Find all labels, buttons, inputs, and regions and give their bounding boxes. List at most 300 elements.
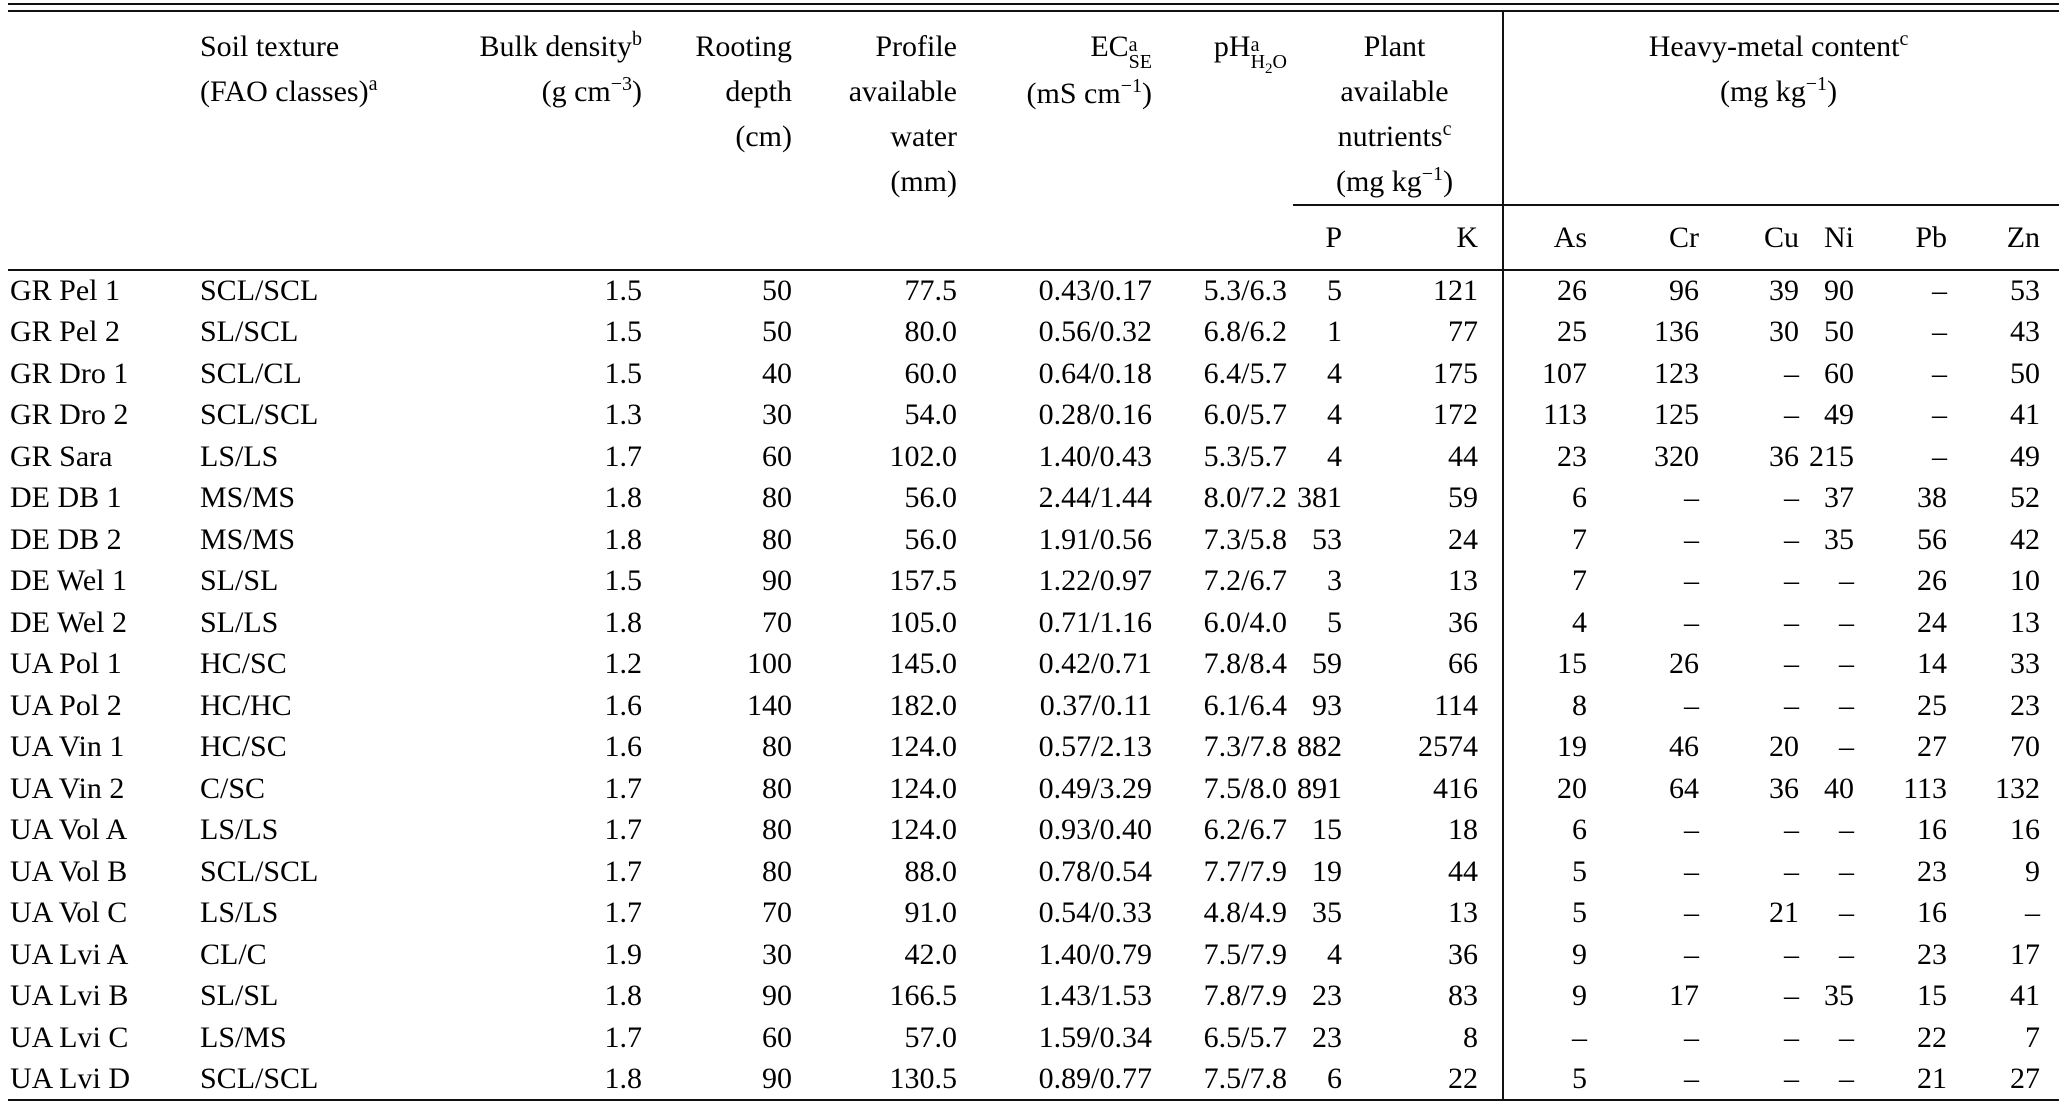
cell-zn: 33 — [2010, 647, 2041, 681]
cell-cu: – — [1784, 854, 1800, 888]
cell-as: 7 — [1572, 522, 1588, 556]
cell-as: 6 — [1572, 813, 1588, 847]
cell-cu: 36 — [1769, 439, 1800, 473]
cell-ph: 7.8/7.9 — [1203, 979, 1287, 1013]
subheader-pb: Pb — [1860, 205, 1953, 270]
cell-as: 107 — [1542, 356, 1588, 390]
cell-zn: 70 — [2010, 730, 2041, 764]
cell-ph: 6.0/4.0 — [1203, 605, 1287, 639]
cell-bulk: 1.6 — [604, 688, 642, 722]
cell-depth: 70 — [762, 605, 792, 639]
cell-depth: 80 — [762, 771, 792, 805]
cell-depth: 60 — [762, 1020, 792, 1054]
header-soil-texture: Soil texture (FAO classes)$^a$ — [198, 12, 443, 270]
cell-water: 145.0 — [889, 647, 957, 681]
cell-water: 54.0 — [904, 398, 957, 432]
cell-bulk: 1.8 — [604, 979, 642, 1013]
cell-cu: – — [1784, 605, 1800, 639]
cell-ph: 7.2/6.7 — [1203, 564, 1287, 598]
cell-water: 166.5 — [889, 979, 957, 1013]
cell-water: 57.0 — [904, 1020, 957, 1054]
cell-as: 23 — [1557, 439, 1588, 473]
cell-as: 113 — [1543, 398, 1588, 432]
cell-ec: 0.43/0.17 — [1038, 274, 1152, 308]
cell-cu: – — [1784, 813, 1800, 847]
cell-texture: HC/SC — [200, 730, 287, 764]
cell-zn: 23 — [2010, 688, 2041, 722]
cell-pb: – — [1932, 439, 1948, 473]
cell-ec: 1.91/0.56 — [1038, 522, 1152, 556]
cell-texture: LS/MS — [200, 1020, 287, 1054]
cell-depth: 40 — [762, 356, 792, 390]
cell-ni: 215 — [1809, 439, 1855, 473]
cell-cu: – — [1784, 647, 1800, 681]
cell-ni: 35 — [1824, 522, 1855, 556]
cell-depth: 70 — [762, 896, 792, 930]
soil-properties-table — [8, 12, 2059, 1101]
cell-pb: 27 — [1917, 730, 1948, 764]
cell-cu: 30 — [1769, 315, 1800, 349]
cell-ph: 6.1/6.4 — [1203, 688, 1287, 722]
cell-ec: 0.54/0.33 — [1038, 896, 1152, 930]
cell-ec: 0.37/0.11 — [1039, 688, 1152, 722]
cell-as: 25 — [1557, 315, 1588, 349]
cell-texture: LS/LS — [200, 813, 279, 847]
cell-p: 4 — [1327, 356, 1342, 390]
cell-bulk: 1.8 — [443, 1059, 648, 1101]
cell-p: 15 — [1312, 813, 1342, 847]
cell-k: 175 — [1348, 353, 1503, 395]
cell-p: 19 — [1312, 854, 1342, 888]
cell-texture: HC/SC — [200, 647, 287, 681]
cell-p: 23 — [1312, 1020, 1342, 1054]
cell-bulk: 1.9 — [604, 937, 642, 971]
cell-ec: 2.44/1.44 — [1038, 481, 1152, 515]
cell-cr: 123 — [1654, 356, 1700, 390]
cell-texture: HC/HC — [200, 688, 292, 722]
cell-ph: 6.2/6.7 — [1203, 813, 1287, 847]
cell-depth: 100 — [747, 647, 792, 681]
cell-bulk: 1.8 — [604, 481, 642, 515]
cell-cr: – — [1684, 813, 1700, 847]
cell-ni: – — [1839, 1020, 1855, 1054]
header-bulk-density: Bulk density$^b$ (g $cm^{-3}$) — [443, 12, 648, 270]
cell-depth: 140 — [747, 688, 792, 722]
cell-ni: 35 — [1824, 979, 1855, 1013]
cell-water: 130.5 — [798, 1059, 963, 1101]
cell-bulk: 1.5 — [604, 274, 642, 308]
table-row — [8, 685, 2059, 727]
cell-cr: – — [1684, 854, 1700, 888]
cell-zn: 10 — [2010, 564, 2041, 598]
table-row — [8, 270, 2059, 312]
cell-ec: 0.71/1.16 — [1038, 605, 1152, 639]
cell-ph: 5.3/5.7 — [1203, 439, 1287, 473]
cell-pb: 16 — [1917, 896, 1948, 930]
cell-cu: 39 — [1769, 274, 1800, 308]
cell-ni: 90 — [1824, 274, 1855, 308]
cell-bulk: 1.7 — [604, 771, 642, 805]
cell-zn: 132 — [1995, 771, 2041, 805]
cell-water: 105.0 — [889, 605, 957, 639]
cell-zn: 9 — [2025, 854, 2041, 888]
cell-pb: 22 — [1917, 1020, 1948, 1054]
cell-depth: 80 — [762, 813, 792, 847]
cell-k: 114 — [1348, 685, 1503, 727]
cell-k: 121 — [1348, 270, 1503, 312]
cell-bulk: 1.5 — [604, 564, 642, 598]
cell-cr: – — [1684, 481, 1700, 515]
cell-depth: 30 — [762, 398, 792, 432]
cell-ph: 4.8/4.9 — [1203, 896, 1287, 930]
table-row — [8, 893, 2059, 935]
table-row — [8, 810, 2059, 852]
cell-texture: MS/MS — [200, 481, 296, 515]
cell-k: 13 — [1348, 893, 1503, 935]
cell-k: 22 — [1348, 1059, 1503, 1101]
cell-site: UA Lvi D — [8, 1059, 198, 1101]
cell-ph: 5.3/6.3 — [1203, 274, 1287, 308]
cell-ni: – — [1839, 896, 1855, 930]
cell-ec: 0.89/0.77 — [963, 1059, 1158, 1101]
cell-zn: 41 — [2010, 979, 2041, 1013]
cell-cr: – — [1684, 522, 1700, 556]
cell-pb: 14 — [1917, 647, 1948, 681]
table-row — [8, 602, 2059, 644]
cell-ph: 6.4/5.7 — [1203, 356, 1287, 390]
cell-ph: 6.5/5.7 — [1203, 1020, 1287, 1054]
cell-bulk: 1.7 — [604, 854, 642, 888]
cell-pb: 23 — [1917, 937, 1948, 971]
table-row — [8, 1059, 2059, 1101]
header-row-main — [8, 12, 2059, 205]
cell-pb: 15 — [1917, 979, 1948, 1013]
cell-cu: – — [1784, 398, 1800, 432]
cell-texture: SCL/CL — [200, 356, 302, 390]
cell-depth: 80 — [762, 730, 792, 764]
cell-depth: 90 — [762, 564, 792, 598]
cell-depth: 50 — [762, 315, 792, 349]
cell-cr: 136 — [1654, 315, 1700, 349]
cell-zn: 52 — [2010, 481, 2041, 515]
header-site-empty — [8, 12, 198, 270]
cell-k: 83 — [1348, 976, 1503, 1018]
cell-p: 4 — [1327, 439, 1342, 473]
cell-ec: 0.56/0.32 — [1038, 315, 1152, 349]
cell-cu: – — [1784, 564, 1800, 598]
cell-site: DE DB 2 — [10, 522, 122, 556]
cell-cr: 26 — [1669, 647, 1700, 681]
cell-ni: – — [1839, 854, 1855, 888]
cell-k: 2574 — [1348, 727, 1503, 769]
cell-water: 56.0 — [904, 481, 957, 515]
cell-zn: 42 — [2010, 522, 2041, 556]
cell-ni: – — [1839, 605, 1855, 639]
cell-as: 5 — [1503, 1059, 1593, 1101]
cell-ec: 0.42/0.71 — [1038, 647, 1152, 681]
cell-p: 4 — [1327, 937, 1342, 971]
cell-as: 15 — [1557, 647, 1588, 681]
cell-pb: 113 — [1903, 771, 1948, 805]
cell-depth: 50 — [762, 274, 792, 308]
table-row — [8, 644, 2059, 686]
cell-ni: 50 — [1824, 315, 1855, 349]
cell-cr: 64 — [1669, 771, 1700, 805]
cell-texture: SL/SL — [200, 564, 279, 598]
cell-cu: – — [1784, 688, 1800, 722]
cell-k: 59 — [1348, 478, 1503, 520]
cell-site: GR Pel 1 — [10, 274, 121, 308]
table-row — [8, 976, 2059, 1018]
cell-depth: 80 — [762, 522, 792, 556]
table-row — [8, 934, 2059, 976]
cell-cu: – — [1784, 356, 1800, 390]
table-top-double-rule — [8, 3, 2059, 12]
cell-water: 56.0 — [904, 522, 957, 556]
cell-as: 26 — [1557, 274, 1588, 308]
cell-ec: 0.57/2.13 — [1038, 730, 1152, 764]
cell-cr: 17 — [1669, 979, 1700, 1013]
cell-cu: – — [1784, 481, 1800, 515]
cell-site: UA Lvi C — [10, 1020, 129, 1054]
cell-cr: 96 — [1669, 274, 1700, 308]
cell-bulk: 1.8 — [604, 522, 642, 556]
cell-water: 124.0 — [889, 813, 957, 847]
cell-site: UA Vol C — [10, 896, 128, 930]
cell-zn: 17 — [2010, 937, 2041, 971]
table-row — [8, 353, 2059, 395]
cell-zn: 13 — [2010, 605, 2041, 639]
cell-k: 44 — [1348, 436, 1503, 478]
cell-as: 4 — [1572, 605, 1588, 639]
cell-p: 5 — [1327, 274, 1342, 308]
cell-bulk: 1.7 — [604, 1020, 642, 1054]
cell-water: 80.0 — [904, 315, 957, 349]
cell-pb: – — [1932, 274, 1948, 308]
cell-site: UA Vin 1 — [10, 730, 125, 764]
cell-site: GR Pel 2 — [10, 315, 121, 349]
cell-ec: 0.49/3.29 — [1038, 771, 1152, 805]
subheader-cu: Cu — [1705, 205, 1805, 270]
cell-site: DE Wel 1 — [10, 564, 128, 598]
table-row — [8, 436, 2059, 478]
cell-k: 24 — [1348, 519, 1503, 561]
cell-site: UA Pol 1 — [10, 647, 122, 681]
cell-site: DE Wel 2 — [10, 605, 128, 639]
table-row — [8, 312, 2059, 354]
cell-ec: 0.64/0.18 — [1038, 356, 1152, 390]
subheader-cr: Cr — [1593, 205, 1705, 270]
cell-ec: 1.43/1.53 — [1038, 979, 1152, 1013]
header-profile-available-water: Profile available water (mm) — [798, 12, 963, 270]
cell-pb: 21 — [1860, 1059, 1953, 1101]
subheader-zn: Zn — [1953, 205, 2059, 270]
cell-ec: 0.28/0.16 — [1038, 398, 1152, 432]
cell-bulk: 1.5 — [604, 315, 642, 349]
cell-ph: 7.5/7.9 — [1203, 937, 1287, 971]
table-row — [8, 561, 2059, 603]
cell-ph: 7.5/7.8 — [1158, 1059, 1293, 1101]
cell-as: 9 — [1572, 979, 1588, 1013]
cell-bulk: 1.7 — [604, 439, 642, 473]
table-row — [8, 851, 2059, 893]
cell-water: 77.5 — [904, 274, 957, 308]
table-row — [8, 768, 2059, 810]
cell-cr: – — [1684, 896, 1700, 930]
cell-cr: – — [1593, 1059, 1705, 1101]
subheader-as: As — [1503, 205, 1593, 270]
cell-ni: – — [1839, 937, 1855, 971]
cell-water: 60.0 — [904, 356, 957, 390]
cell-site: UA Vol A — [10, 813, 128, 847]
cell-water: 182.0 — [889, 688, 957, 722]
cell-pb: 16 — [1917, 813, 1948, 847]
cell-site: UA Lvi B — [10, 979, 129, 1013]
cell-depth: 30 — [762, 937, 792, 971]
table-row — [8, 395, 2059, 437]
cell-ni: – — [1839, 730, 1855, 764]
cell-cu: 20 — [1769, 730, 1800, 764]
subheader-ni: Ni — [1805, 205, 1860, 270]
cell-k: 36 — [1348, 602, 1503, 644]
cell-site: GR Dro 1 — [10, 356, 129, 390]
cell-bulk: 1.6 — [604, 730, 642, 764]
cell-water: 42.0 — [904, 937, 957, 971]
cell-ni: 37 — [1824, 481, 1855, 515]
cell-texture: C/SC — [200, 771, 266, 805]
cell-p: 3 — [1327, 564, 1342, 598]
cell-depth: 80 — [762, 481, 792, 515]
cell-zn: 16 — [2010, 813, 2041, 847]
cell-ec: 0.78/0.54 — [1038, 854, 1152, 888]
header-group-plant-available-nutrients: Plant available nutrients$^c$ (mg $kg^{-1}$) — [1293, 12, 1503, 205]
cell-pb: 23 — [1917, 854, 1948, 888]
table-row — [8, 1017, 2059, 1059]
cell-water: 91.0 — [904, 896, 957, 930]
cell-ni: – — [1839, 688, 1855, 722]
cell-cu: 21 — [1769, 896, 1800, 930]
cell-ni: – — [1839, 564, 1855, 598]
table-body — [8, 270, 2059, 1100]
cell-ec: 1.40/0.43 — [1038, 439, 1152, 473]
cell-ph: 6.0/5.7 — [1203, 398, 1287, 432]
cell-texture: MS/MS — [200, 522, 296, 556]
cell-ni: – — [1839, 647, 1855, 681]
cell-cu: – — [1705, 1059, 1805, 1101]
cell-ph: 7.3/5.8 — [1203, 522, 1287, 556]
cell-depth: 90 — [762, 979, 792, 1013]
ph-supsub: a $H_2O$ — [1250, 34, 1287, 77]
cell-cr: – — [1684, 937, 1700, 971]
cell-pb: 38 — [1917, 481, 1948, 515]
cell-site: GR Dro 2 — [10, 398, 129, 432]
cell-water: 88.0 — [904, 854, 957, 888]
cell-zn: 43 — [2010, 315, 2041, 349]
cell-bulk: 1.7 — [604, 813, 642, 847]
cell-k: 66 — [1348, 644, 1503, 686]
cell-ph: 7.8/8.4 — [1203, 647, 1287, 681]
subheader-p: P — [1293, 205, 1348, 270]
cell-zn: 50 — [2010, 356, 2041, 390]
cell-zn: 41 — [2010, 398, 2041, 432]
cell-water: 102.0 — [889, 439, 957, 473]
cell-texture: LS/LS — [200, 896, 279, 930]
cell-cr: 320 — [1654, 439, 1700, 473]
table-header — [8, 12, 2059, 270]
cell-p: 882 — [1297, 730, 1342, 764]
cell-site: DE DB 1 — [10, 481, 122, 515]
cell-texture: SCL/SCL — [200, 854, 319, 888]
cell-as: 19 — [1557, 730, 1588, 764]
cell-site: UA Pol 2 — [10, 688, 122, 722]
cell-bulk: 1.8 — [604, 605, 642, 639]
cell-as: – — [1572, 1020, 1588, 1054]
cell-pb: 56 — [1917, 522, 1948, 556]
cell-texture: SL/SCL — [200, 315, 299, 349]
cell-water: 157.5 — [889, 564, 957, 598]
cell-zn: 53 — [2010, 274, 2041, 308]
cell-cr: – — [1684, 605, 1700, 639]
cell-ph: 7.5/8.0 — [1203, 771, 1287, 805]
cell-p: 93 — [1312, 688, 1342, 722]
table-row — [8, 727, 2059, 769]
cell-zn: 27 — [1953, 1059, 2059, 1101]
cell-k: 13 — [1348, 561, 1503, 603]
cell-ec: 1.59/0.34 — [1038, 1020, 1152, 1054]
cell-cr: – — [1684, 688, 1700, 722]
cell-ph: 7.7/7.9 — [1203, 854, 1287, 888]
cell-cr: – — [1684, 1020, 1700, 1054]
cell-p: 891 — [1297, 771, 1342, 805]
cell-ph: 7.3/7.8 — [1203, 730, 1287, 764]
cell-water: 124.0 — [889, 771, 957, 805]
cell-depth: 80 — [762, 854, 792, 888]
cell-texture: SL/LS — [200, 605, 279, 639]
header-group-heavy-metal-content: Heavy-metal content$^c$ (mg $kg^{-1}$) — [1503, 12, 2059, 205]
cell-as: 9 — [1572, 937, 1588, 971]
cell-as: 6 — [1572, 481, 1588, 515]
cell-ni: – — [1839, 813, 1855, 847]
cell-p: 381 — [1297, 481, 1342, 515]
cell-p: 59 — [1312, 647, 1342, 681]
cell-zn: 7 — [2025, 1020, 2041, 1054]
cell-pb: 24 — [1917, 605, 1948, 639]
cell-zn: 49 — [2010, 439, 2041, 473]
cell-ph: 8.0/7.2 — [1203, 481, 1287, 515]
table-row — [8, 478, 2059, 520]
cell-p: 53 — [1312, 522, 1342, 556]
cell-p: 35 — [1312, 896, 1342, 930]
cell-cr: 125 — [1654, 398, 1700, 432]
cell-ni: – — [1805, 1059, 1860, 1101]
cell-k: 8 — [1348, 1017, 1503, 1059]
cell-k: 77 — [1348, 312, 1503, 354]
cell-texture: SCL/SCL — [198, 1059, 443, 1101]
cell-as: 5 — [1572, 896, 1588, 930]
cell-site: UA Vin 2 — [10, 771, 125, 805]
cell-p: 5 — [1327, 605, 1342, 639]
cell-ni: 60 — [1824, 356, 1855, 390]
cell-site: UA Lvi A — [10, 937, 129, 971]
cell-as: 7 — [1572, 564, 1588, 598]
cell-zn: – — [2025, 896, 2041, 930]
cell-texture: SCL/SCL — [200, 398, 319, 432]
cell-ph: 6.8/6.2 — [1203, 315, 1287, 349]
cell-cu: – — [1784, 937, 1800, 971]
cell-texture: CL/C — [200, 937, 267, 971]
cell-k: 416 — [1348, 768, 1503, 810]
cell-pb: – — [1932, 398, 1948, 432]
